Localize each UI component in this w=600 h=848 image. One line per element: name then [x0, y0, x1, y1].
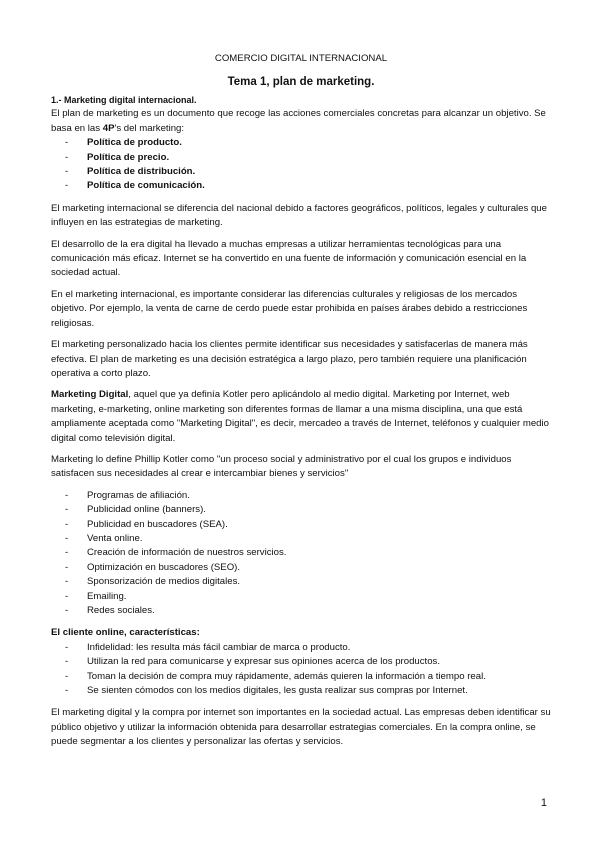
list-item: - Creación de información de nuestros servicios.	[51, 546, 551, 560]
list-item: - Utilizan la red para comunicarse y expresar sus opiniones acerca de los productos.	[51, 655, 551, 669]
list-item: - Redes sociales.	[51, 604, 551, 618]
list-item: - Política de comunicación.	[51, 179, 551, 193]
intro-paragraph: El plan de marketing es un documento que recoge las acciones comerciales concretas para alcanzar un objetivo. Se basa en las 4P's del marketing:	[51, 108, 546, 134]
paragraph: El marketing digital y la compra por internet son importantes en la sociedad actual. Las empresas deben identificar su público objetivo y utilizar la información obtenida para desarrollar estrategias comerciales. En la compra online, se puede segmentar a los clientes y personalizar las ofertas y servicios.	[51, 707, 551, 748]
list-item: - Optimización en buscadores (SEO).	[51, 561, 551, 575]
paragraph: En el marketing internacional, es importante considerar las diferencias culturales y religiosas de los mercados objetivo. Por ejemplo, la venta de carne de cerdo puede estar prohibida en países árabes debido a restricciones religiosas.	[51, 288, 528, 329]
list-item: - Se sienten cómodos con los medios digitales, les gusta realizar sus compras por Internet.	[51, 684, 551, 698]
list-item: - Política de distribución.	[51, 165, 551, 179]
paragraph: El marketing personalizado hacia los clientes permite identificar sus necesidades y satisfacerlas de manera más efectiva. El plan de marketing es una decisión estratégica a largo plazo, pero también requiere una planificación operativa a corto plazo.	[51, 339, 528, 379]
list-item: - Emailing.	[51, 590, 551, 604]
list-item: - Toman la decisión de compra muy rápidamente, además quieren la información a tiempo real.	[51, 670, 551, 684]
section-heading: 1.- Marketing digital internacional.	[51, 95, 197, 106]
list-item: - Programas de afiliación.	[51, 489, 551, 503]
paragraph: Marketing Digital, aquel que ya definía Kotler pero aplicándolo al medio digital. Marketing por Internet, web marketing, e-marketing, online marketing son diferentes formas de llamar a una misma disciplina, una que está ampliamente aceptada como "Marketing Digital", es decir, mercadeo a través de Internet, teléfonos y cualquier medio digital como televisión digital.	[51, 389, 549, 444]
tools-list	[51, 489, 551, 619]
list-item: - Política de precio.	[51, 151, 551, 165]
policies-list	[51, 136, 551, 194]
client-heading: El cliente online, características:	[51, 627, 200, 639]
list-item: - Venta online.	[51, 532, 551, 546]
document-page	[51, 52, 551, 757]
list-item: - Publicidad online (banners).	[51, 503, 551, 517]
client-traits-list	[51, 641, 551, 699]
paragraph: El desarrollo de la era digital ha llevado a muchas empresas a utilizar herramientas tecnológicas para una comunicación más eficaz. Internet se ha convertido en una fuente de información y comunicación esencial en la sociedad actual.	[51, 238, 527, 279]
paragraph: El marketing internacional se diferencia del nacional debido a factores geográficos, políticos, legales y culturales que influyen en las estrategias de marketing.	[51, 202, 547, 229]
list-item: - Política de producto.	[51, 136, 551, 150]
paragraph: Marketing lo define Phillip Kotler como "un proceso social y administrativo por el cual los grupos e individuos satisfacen sus necesidades al crear e intercambiar bienes y servicios"	[51, 453, 512, 480]
list-item: - Publicidad en buscadores (SEA).	[51, 518, 551, 532]
page-number: 1	[540, 797, 547, 809]
topic-title: Tema 1, plan de marketing.	[227, 76, 375, 89]
document-title: COMERCIO DIGITAL INTERNACIONAL	[214, 53, 388, 64]
list-item: - Sponsorización de medios digitales.	[51, 575, 551, 589]
list-item: - Infidelidad: les resulta más fácil cambiar de marca o producto.	[51, 641, 551, 655]
